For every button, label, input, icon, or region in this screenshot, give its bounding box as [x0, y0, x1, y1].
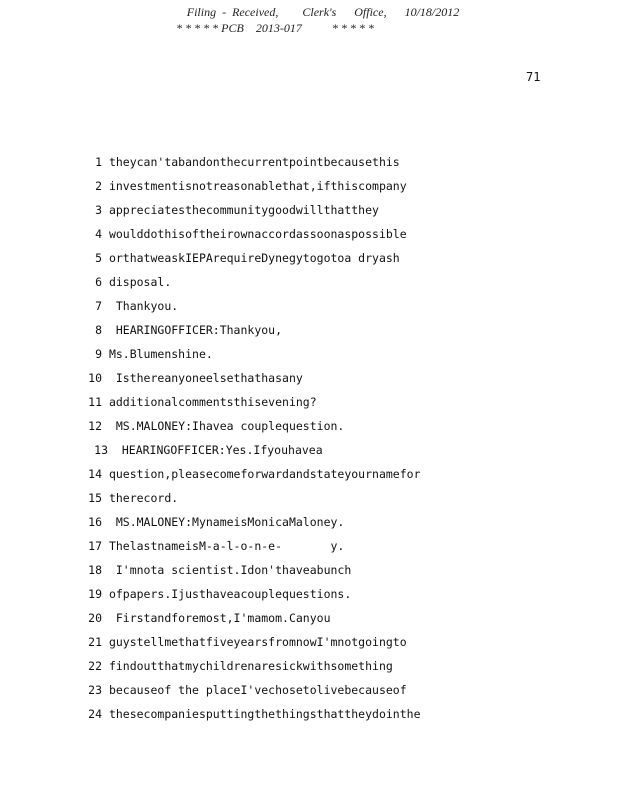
transcript-line — [88, 298, 588, 322]
line-text: Firstandforemost,I'mamom.Canyou — [108, 611, 331, 625]
transcript-line — [88, 610, 588, 634]
transcript-line — [88, 658, 588, 682]
line-text: appreciatesthecommunitygoodwillthatthey — [108, 203, 379, 217]
line-number: 23 — [88, 683, 102, 697]
line-number: 5 — [95, 251, 102, 265]
transcript-line — [88, 202, 588, 226]
line-text: Thankyou. — [108, 299, 179, 313]
transcript-line — [88, 346, 588, 370]
line-number: 19 — [88, 587, 102, 601]
line-text: additionalcommentsthisevening? — [108, 395, 317, 409]
transcript-line — [88, 154, 588, 178]
line-number: 2 — [95, 179, 102, 193]
transcript-line — [88, 418, 588, 442]
line-number: 10 — [88, 371, 102, 385]
transcript-line — [88, 250, 588, 274]
transcript-line — [88, 394, 588, 418]
line-number: 22 — [88, 659, 102, 673]
line-text: therecord. — [108, 491, 179, 505]
transcript-line — [88, 682, 588, 706]
line-text: disposal. — [108, 275, 172, 289]
filing-stamp-line: Filing - Received, Clerk's Office, 10/18/2012 — [186, 5, 460, 19]
line-text: I'mnota scientist.Idon'thaveabunch — [108, 563, 352, 577]
line-number: 14 — [88, 467, 102, 481]
line-number: 24 — [88, 707, 102, 721]
transcript-line — [88, 538, 588, 562]
line-text: ThelastnameisM-a-l-o-n-e- y. — [108, 539, 345, 553]
transcript-line — [88, 466, 588, 490]
line-number: 17 — [88, 539, 102, 553]
line-text: Ms.Blumenshine. — [108, 347, 213, 361]
line-number: 3 — [95, 203, 102, 217]
line-number: 1 — [95, 155, 102, 169]
line-number: 15 — [88, 491, 102, 505]
line-number: 8 — [95, 323, 102, 337]
line-number: 4 — [95, 227, 102, 241]
line-text: MS.MALONEY:Ihavea couplequestion. — [108, 419, 345, 433]
line-text: HEARINGOFFICER:Thankyou, — [108, 323, 283, 337]
line-number: 12 — [88, 419, 102, 433]
line-number: 9 — [95, 347, 102, 361]
line-text: Isthereanyoneelsethathasany — [108, 371, 303, 385]
line-number: 6 — [95, 275, 102, 289]
case-stamp-line: * * * * * PCB 2013-017 * * * * * — [176, 21, 374, 35]
line-text: MS.MALONEY:MynameisMonicaMaloney. — [108, 515, 345, 529]
line-text: becauseof the placeI'vechosetolivebecauseof — [108, 683, 407, 697]
transcript-line — [88, 706, 588, 730]
transcript-line — [88, 274, 588, 298]
line-number: 21 — [88, 635, 102, 649]
transcript-line — [88, 322, 588, 346]
line-text: HEARINGOFFICER:Yes.Ifyouhavea — [114, 443, 323, 457]
line-text: findoutthatmychildrenaresickwithsomething — [108, 659, 393, 673]
page-number: 71 — [526, 70, 541, 84]
line-text: orthatweaskIEPArequireDynegytogotoa dryash — [108, 251, 400, 265]
line-text: woulddothisoftheirownaccordassoonaspossible — [108, 227, 407, 241]
transcript-line — [88, 370, 588, 394]
line-number: 18 — [88, 563, 102, 577]
transcript-line — [88, 442, 588, 466]
line-number: 20 — [88, 611, 102, 625]
line-number: 13 — [94, 443, 108, 457]
transcript-line — [88, 634, 588, 658]
transcript-line — [88, 178, 588, 202]
line-number: 7 — [95, 299, 102, 313]
transcript-line — [88, 562, 588, 586]
line-text: thesecompaniesputtingthethingsthattheydointhe — [108, 707, 421, 721]
line-text: question,pleasecomeforwardandstateyournamefor — [108, 467, 421, 481]
line-text: investmentisnotreasonablethat,ifthiscompany — [108, 179, 407, 193]
line-text: theycan'tabandonthecurrentpointbecausethis — [108, 155, 400, 169]
line-number: 16 — [88, 515, 102, 529]
line-text: ofpapers.Ijusthaveacouplequestions. — [108, 587, 352, 601]
line-number: 11 — [88, 395, 102, 409]
transcript-body — [88, 154, 588, 730]
transcript-line — [88, 490, 588, 514]
transcript-line — [88, 514, 588, 538]
transcript-line — [88, 226, 588, 250]
transcript-line — [88, 586, 588, 610]
line-text: guystellmethatfiveyearsfromnowI'mnotgoingto — [108, 635, 407, 649]
